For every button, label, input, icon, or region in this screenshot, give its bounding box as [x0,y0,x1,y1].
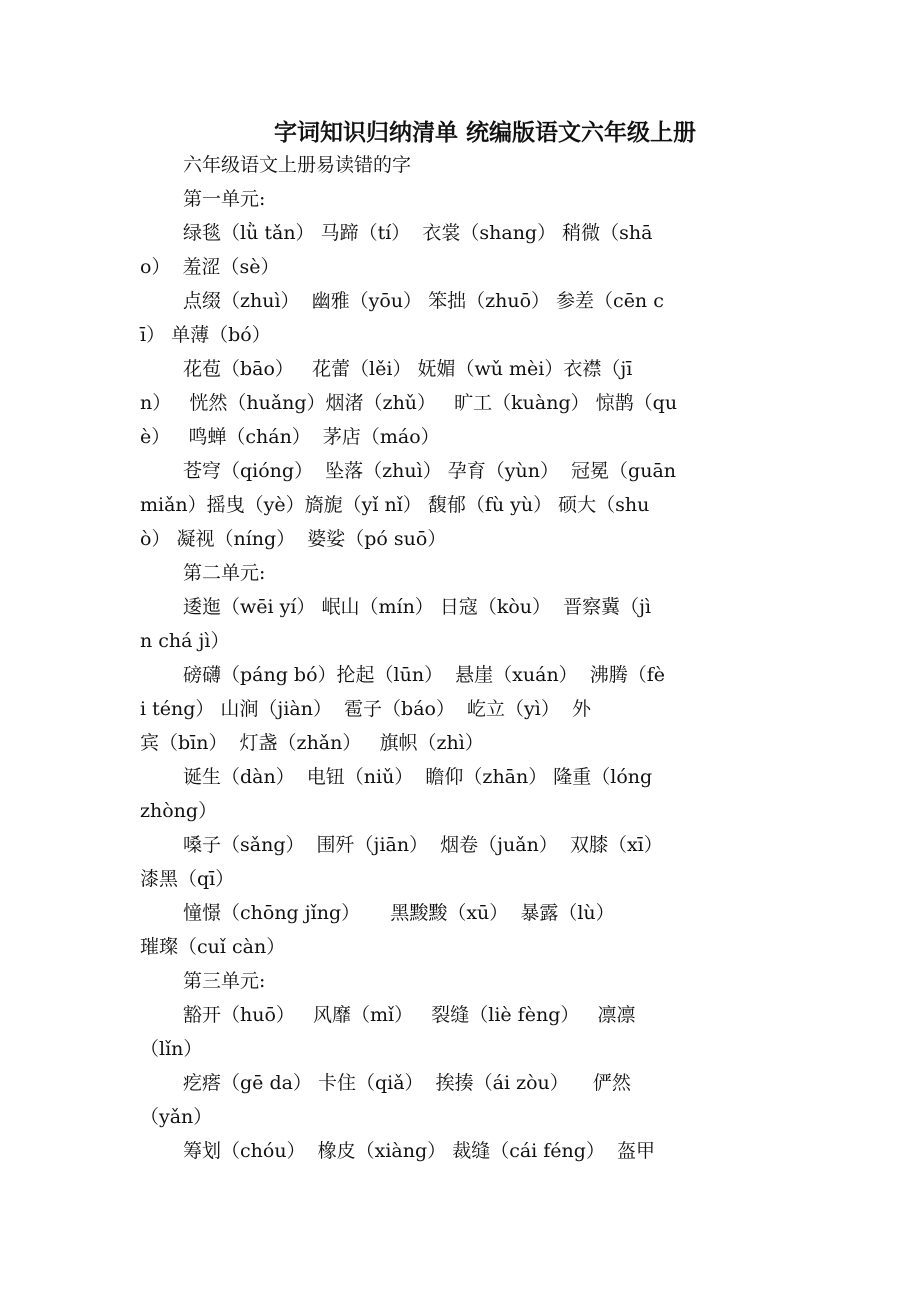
text-line: 六年级语文上册易读错的字 [183,154,412,176]
text-line: 疙瘩（gē da） 卡住（qiǎ） 挨揍（ái zòu） 俨然 [183,1072,631,1094]
text-line: n） 恍然（huǎng）烟渚（zhǔ） 旷工（kuàng） 惊鹊（qu [140,392,678,414]
text-line: 筹划（chóu） 橡皮（xiàng） 裁缝（cái féng） 盔甲 [183,1140,656,1162]
text-line: è） 鸣蝉（chán） 茅店（máo） [140,426,440,448]
text-line: ī） 单薄（bó） [140,324,271,346]
text-line: 宾（bīn） 灯盏（zhǎn） 旗帜（zhì） [140,732,484,754]
text-line: 璀璨（cuǐ càn） [140,936,286,958]
document-title: 字词知识归纳清单 统编版语文六年级上册 [273,120,696,146]
text-line: 漆黑（qī） [140,868,235,890]
text-line: （lǐn） [140,1038,203,1060]
text-line: 逶迤（wēi yí） 岷山（mín） 日寇（kòu） 晋察冀（jì [183,596,652,618]
text-line: （yǎn） [140,1106,213,1128]
text-line: ò） 凝视（níng） 婆娑（pó suō） [140,528,447,550]
section-heading: 第三单元: [183,970,266,992]
text-line: 花苞（bāo） 花蕾（lěi） 妩媚（wǔ mèi）衣襟（jī [183,358,633,380]
text-line: 诞生（dàn） 电钮（niǔ） 瞻仰（zhān） 隆重（lóng [183,766,653,788]
text-line: 磅礴（páng bó）抡起（lūn） 悬崖（xuán） 沸腾（fè [183,664,666,686]
text-line: 苍穹（qióng） 坠落（zhuì） 孕育（yùn） 冠冕（guān [183,460,677,482]
section-heading: 第二单元: [183,562,266,584]
text-line: 憧憬（chōng jǐng） 黑黢黢（xū） 暴露（lù） [183,902,615,924]
text-line: o） 羞涩（sè） [140,256,280,278]
text-line: 绿毯（lǜ tǎn） 马蹄（tí） 衣裳（shang） 稍微（shā [183,222,653,244]
text-line: i téng） 山涧（jiàn） 雹子（báo） 屹立（yì） 外 [140,698,591,720]
text-line: zhòng） [140,800,218,822]
text-line: 嗓子（sǎng） 围歼（jiān） 烟卷（juǎn） 双膝（xī） [183,834,663,856]
text-line: 点缀（zhuì） 幽雅（yōu） 笨拙（zhuō） 参差（cēn c [183,290,664,312]
text-line: n chá jì） [140,630,230,652]
text-line: miǎn）摇曳（yè）旖旎（yǐ nǐ） 馥郁（fù yù） 硕大（shu [140,494,650,516]
text-line: 豁开（huō） 风靡（mǐ） 裂缝（liè fèng） 凛凛 [183,1004,636,1026]
text-line: 第一单元: [183,188,266,210]
